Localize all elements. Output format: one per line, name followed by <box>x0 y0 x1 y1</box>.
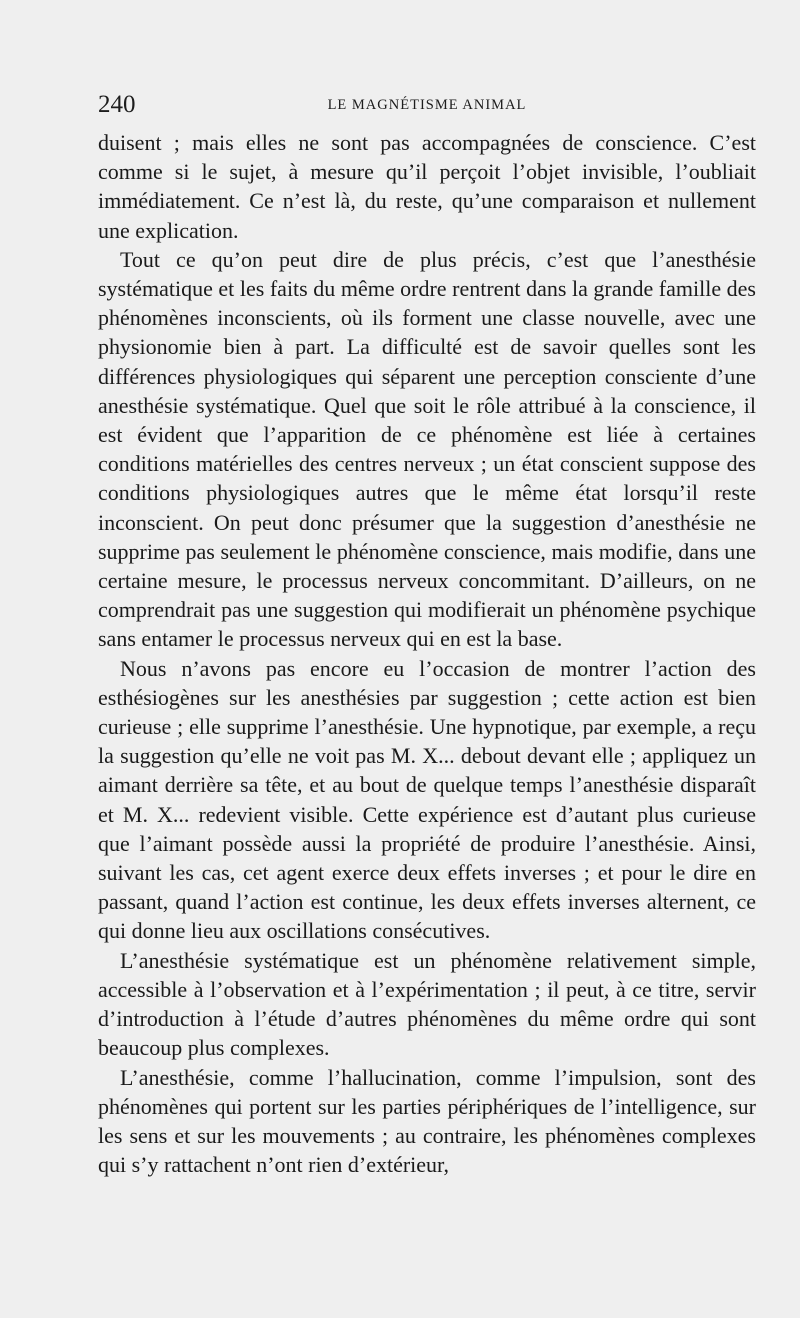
running-title: LE MAGNÉTISME ANIMAL <box>327 97 527 113</box>
page-number: 240 <box>98 91 136 118</box>
paragraph: Nous n’avons pas encore eu l’occasion de montrer l’action des esthésiogènes sur les anesthésies par suggestion ; cette action est bien curieuse ; elle supprime l’anesthésie. Une hypnotique, par exemple, a reçu la suggestion qu’elle ne voit pas M. X... debout devant elle ; appliquez un aimant derrière sa tête, et au bout de quelque temps l’anesthésie disparaît et M. X... redevient visible. Cette expérience est d’autant plus curieuse que l’aimant possède aussi la propriété de produire l’anesthésie. Ainsi, suivant les cas, cet agent exerce deux effets inverses ; et pour le dire en passant, quand l’action est continue, les deux effets inverses alternent, ce qui donne lieu aux oscillations consécutives. <box>98 655 756 944</box>
paragraph: L’anesthésie systématique est un phénomène relativement simple, accessible à l’observation et à l’expérimentation ; il peut, à ce titre, servir d’introduction à l’étude d’autres phénomènes du même ordre qui sont beaucoup plus complexes. <box>98 947 756 1061</box>
paragraph: Tout ce qu’on peut dire de plus précis, c’est que l’anesthésie systématique et les faits du même ordre rentrent dans la grande famille des phénomènes inconscients, où ils forment une classe nouvelle, avec une physionomie bien à part. La difficulté est de savoir quelles sont les différences physiologiques qui séparent une perception consciente d’une anesthésie systématique. Quel que soit le rôle attribué à la conscience, il est évident que l’apparition de ce phénomène est liée à certaines conditions matérielles des centres nerveux ; un état conscient suppose des conditions physiologiques autres que le même état lorsqu’il reste inconscient. On peut donc présumer que la suggestion d’anesthésie ne supprime pas seulement le phénomène conscience, mais modifie, dans une certaine mesure, le processus nerveux concommitant. D’ailleurs, on ne comprendrait pas une suggestion qui modifierait un phénomène psychique sans entamer le processus nerveux qui en est la base. <box>98 246 756 652</box>
body-text <box>98 128 756 1179</box>
running-head <box>98 90 756 120</box>
paragraph-continued: duisent ; mais elles ne sont pas accompagnées de conscience. C’est comme si le sujet, à mesure qu’il perçoit l’objet invisible, l’oubliait immédiatement. Ce n’est là, du reste, qu’une comparaison et nullement une explication. <box>98 130 756 243</box>
paragraph: L’anesthésie, comme l’hallucination, comme l’impulsion, sont des phénomènes qui portent sur les parties périphériques de l’intelligence, sur les sens et sur les mouvements ; au contraire, les phénomènes complexes qui s’y rattachent n’ont rien d’extérieur, <box>98 1064 756 1178</box>
